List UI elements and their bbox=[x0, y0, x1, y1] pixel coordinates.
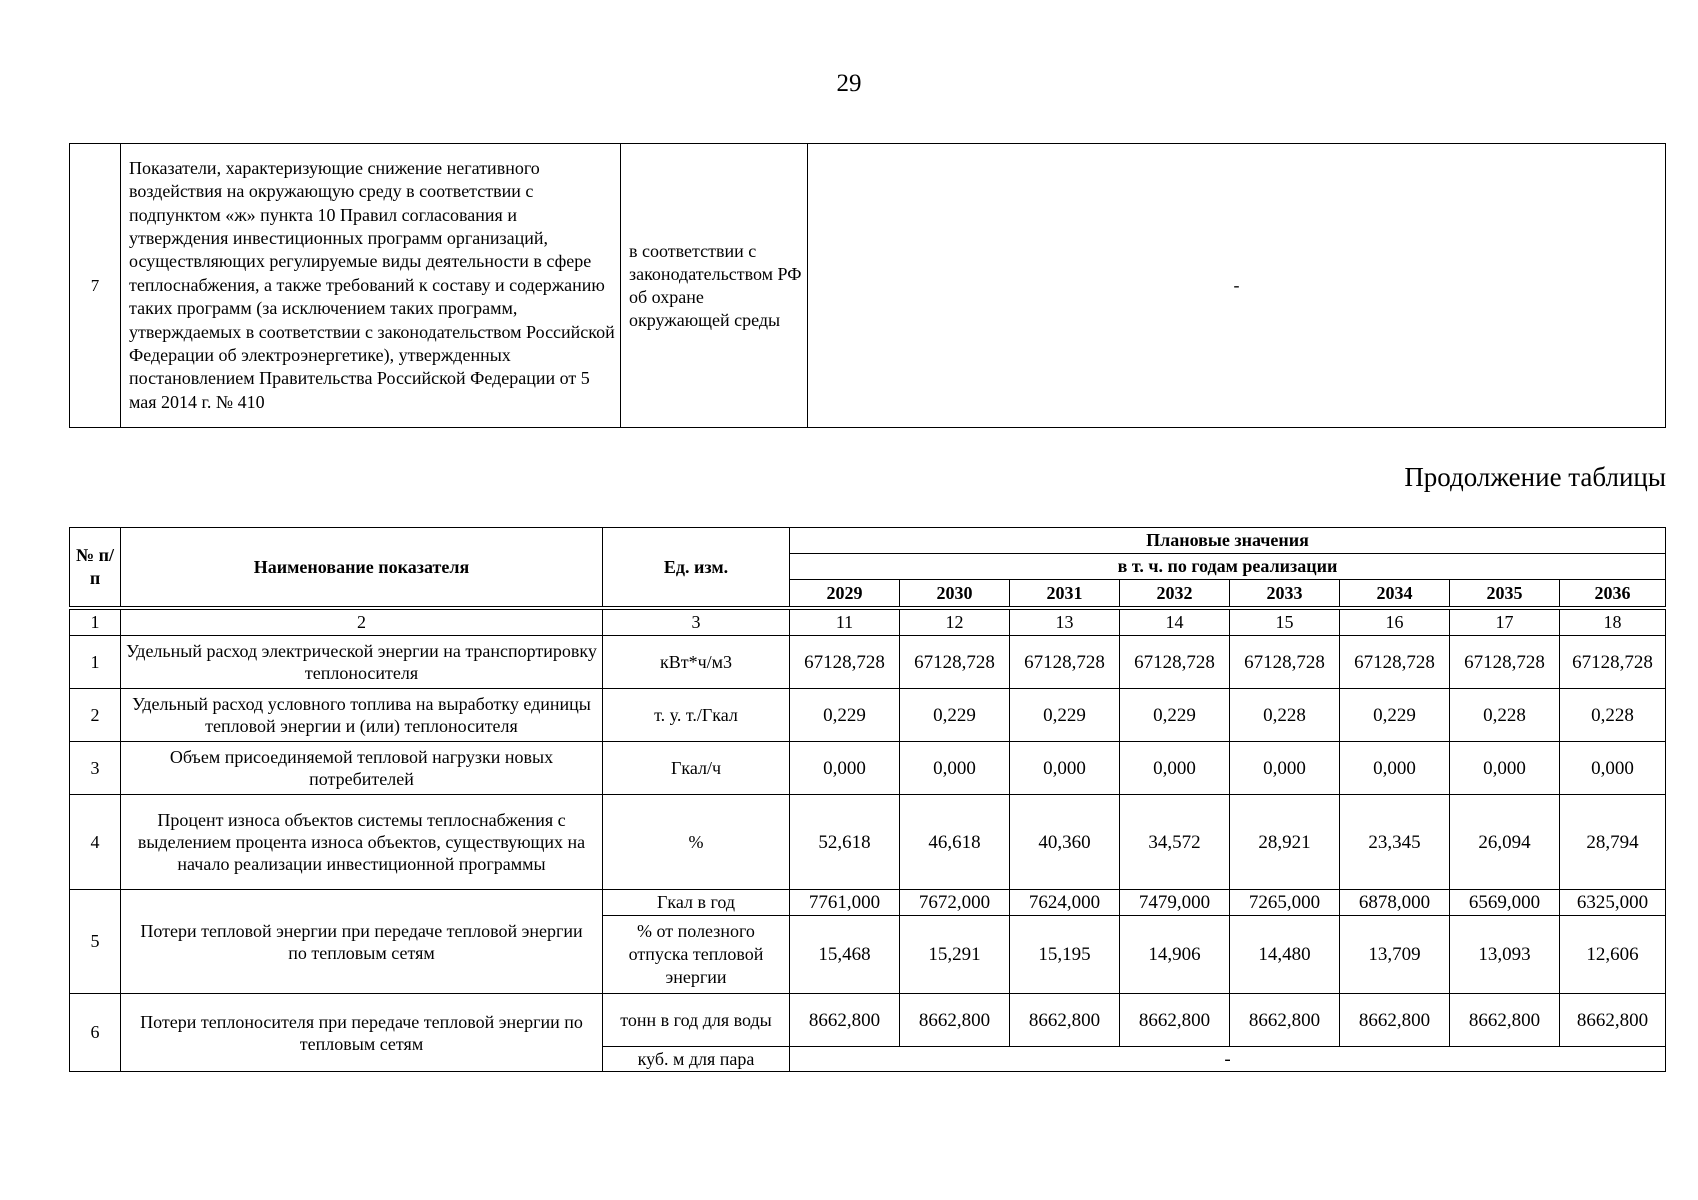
value-cell: 0,229 bbox=[1120, 689, 1230, 742]
continuation-label: Продолжение таблицы bbox=[1404, 462, 1666, 492]
value-cell: 0,229 bbox=[1010, 689, 1120, 742]
unit-cell: % bbox=[603, 795, 790, 890]
column-index: 12 bbox=[900, 610, 1010, 636]
value-cell: 26,094 bbox=[1450, 795, 1560, 890]
column-index: 14 bbox=[1120, 610, 1230, 636]
unit-cell: в соответствии с законодательством РФ об охране окружающей среды bbox=[621, 144, 808, 428]
value-cell: 15,195 bbox=[1010, 916, 1120, 994]
value-cell: 67128,728 bbox=[1450, 636, 1560, 689]
value-cell: 67128,728 bbox=[1010, 636, 1120, 689]
value-cell: 7761,000 bbox=[790, 890, 900, 916]
indicator-name: Удельный расход электрической энергии на транспортировку теплоносителя bbox=[121, 636, 603, 689]
value-cell: 8662,800 bbox=[900, 994, 1010, 1047]
value-cell: 28,794 bbox=[1560, 795, 1666, 890]
indicator-name: Потери теплоносителя при передаче тепловой энергии по тепловым сетям bbox=[121, 994, 603, 1072]
value-cell: 0,000 bbox=[1120, 742, 1230, 795]
header-unit: Ед. изм. bbox=[603, 528, 790, 607]
value-cell: 13,093 bbox=[1450, 916, 1560, 994]
table-row bbox=[70, 689, 1666, 742]
value-cell: 67128,728 bbox=[1230, 636, 1340, 689]
value-cell: 6569,000 bbox=[1450, 890, 1560, 916]
value-cell: 0,000 bbox=[1450, 742, 1560, 795]
indicator-name: Объем присоединяемой тепловой нагрузки новых потребителей bbox=[121, 742, 603, 795]
indicator-name: Процент износа объектов системы теплоснабжения с выделением процента износа объектов, существующих на начало реализации инвестиционной программы bbox=[121, 795, 603, 890]
value-cell: 0,229 bbox=[900, 689, 1010, 742]
row-number: 2 bbox=[70, 689, 121, 742]
table-row bbox=[70, 795, 1666, 890]
header-year: 2036 bbox=[1560, 580, 1666, 607]
value-cell: 8662,800 bbox=[790, 994, 900, 1047]
header-year: 2029 bbox=[790, 580, 900, 607]
row-number: 7 bbox=[70, 144, 121, 428]
value-cell: 12,606 bbox=[1560, 916, 1666, 994]
value-cell: 8662,800 bbox=[1230, 994, 1340, 1047]
header-year: 2031 bbox=[1010, 580, 1120, 607]
column-index: 15 bbox=[1230, 610, 1340, 636]
table-row bbox=[70, 742, 1666, 795]
value-cell: 7265,000 bbox=[1230, 890, 1340, 916]
header-year: 2034 bbox=[1340, 580, 1450, 607]
unit-cell: куб. м для пара bbox=[603, 1047, 790, 1072]
value-cell: 0,228 bbox=[1450, 689, 1560, 742]
value-cell: 7479,000 bbox=[1120, 890, 1230, 916]
column-index: 2 bbox=[121, 610, 603, 636]
value-cell: 34,572 bbox=[1120, 795, 1230, 890]
value-cell: 0,229 bbox=[1340, 689, 1450, 742]
column-index: 16 bbox=[1340, 610, 1450, 636]
value-cell: 0,228 bbox=[1230, 689, 1340, 742]
value-cell: 15,468 bbox=[790, 916, 900, 994]
value-cell: 67128,728 bbox=[1340, 636, 1450, 689]
value-cell: 23,345 bbox=[1340, 795, 1450, 890]
indicator-name-line: по тепловым сетям bbox=[288, 942, 435, 963]
value-cell: 67128,728 bbox=[1120, 636, 1230, 689]
header-planned: Плановые значения bbox=[790, 528, 1666, 554]
value-cell: 0,000 bbox=[1010, 742, 1120, 795]
row-number: 6 bbox=[70, 994, 121, 1072]
row-number: 5 bbox=[70, 890, 121, 994]
unit-cell: кВт*ч/м3 bbox=[603, 636, 790, 689]
column-index: 11 bbox=[790, 610, 900, 636]
page-number: 29 bbox=[836, 70, 862, 97]
value-cell: 7672,000 bbox=[900, 890, 1010, 916]
indicator-name: Показатели, характеризующие снижение негативного воздействия на окружающую среду в соответствии с подпунктом «ж» пункта 10 Правил согласования и утверждения инвестиционных программ организаций, осуществляющих регулируемые виды деятельности в сфере теплоснабжения, а также требований к составу и содержанию таких программ (за исключением таких программ, утверждаемых в соответствии с законодательством Российской Федерации об электроэнергетике), утвержденных постановлением Правительства Российской Федерации от 5 мая 2014 г. № 410 bbox=[121, 144, 621, 428]
value-cell: 15,291 bbox=[900, 916, 1010, 994]
value-cell: 14,480 bbox=[1230, 916, 1340, 994]
value-cell: 8662,800 bbox=[1120, 994, 1230, 1047]
value-cell: 67128,728 bbox=[900, 636, 1010, 689]
indicator-name-line: Потери тепловой энергии при передаче тепловой энергии bbox=[140, 920, 583, 941]
unit-cell: % от полезного отпуска тепловой энергии bbox=[603, 916, 790, 994]
column-index-row bbox=[70, 610, 1666, 636]
value-cell: 0,000 bbox=[900, 742, 1010, 795]
value-cell: 0,000 bbox=[1340, 742, 1450, 795]
unit-cell: Гкал/ч bbox=[603, 742, 790, 795]
value-cell: 0,000 bbox=[1560, 742, 1666, 795]
value-cell: 0,000 bbox=[1230, 742, 1340, 795]
value-cell: 6325,000 bbox=[1560, 890, 1666, 916]
table-row bbox=[70, 890, 1666, 916]
column-index: 13 bbox=[1010, 610, 1120, 636]
unit-cell: тонн в год для воды bbox=[603, 994, 790, 1047]
unit-cell: т. у. т./Гкал bbox=[603, 689, 790, 742]
header-year: 2030 bbox=[900, 580, 1010, 607]
value-cell: 0,229 bbox=[790, 689, 900, 742]
value-cell: 67128,728 bbox=[1560, 636, 1666, 689]
unit-cell: Гкал в год bbox=[603, 890, 790, 916]
table-row bbox=[70, 144, 1666, 428]
indicator-table-main bbox=[69, 527, 1666, 1072]
row-number: 4 bbox=[70, 795, 121, 890]
value-cell: - bbox=[790, 1047, 1666, 1072]
value-cell: 8662,800 bbox=[1450, 994, 1560, 1047]
value-cell: - bbox=[808, 144, 1666, 428]
column-index: 18 bbox=[1560, 610, 1666, 636]
value-cell: 13,709 bbox=[1340, 916, 1450, 994]
value-cell: 8662,800 bbox=[1560, 994, 1666, 1047]
value-cell: 46,618 bbox=[900, 795, 1010, 890]
value-cell: 8662,800 bbox=[1010, 994, 1120, 1047]
value-cell: 0,000 bbox=[790, 742, 900, 795]
header-by-years: в т. ч. по годам реализации bbox=[790, 554, 1666, 580]
row-number: 1 bbox=[70, 636, 121, 689]
column-index: 1 bbox=[70, 610, 121, 636]
indicator-name bbox=[121, 890, 603, 994]
value-cell: 67128,728 bbox=[790, 636, 900, 689]
value-cell: 6878,000 bbox=[1340, 890, 1450, 916]
table-row bbox=[70, 636, 1666, 689]
row-number: 3 bbox=[70, 742, 121, 795]
value-cell: 0,228 bbox=[1560, 689, 1666, 742]
column-index: 3 bbox=[603, 610, 790, 636]
header-num: № п/п bbox=[70, 528, 121, 607]
value-cell: 14,906 bbox=[1120, 916, 1230, 994]
header-year: 2035 bbox=[1450, 580, 1560, 607]
header-year: 2033 bbox=[1230, 580, 1340, 607]
header-year: 2032 bbox=[1120, 580, 1230, 607]
value-cell: 28,921 bbox=[1230, 795, 1340, 890]
value-cell: 7624,000 bbox=[1010, 890, 1120, 916]
value-cell: 52,618 bbox=[790, 795, 900, 890]
table-row bbox=[70, 994, 1666, 1047]
header-name: Наименование показателя bbox=[121, 528, 603, 607]
column-index: 17 bbox=[1450, 610, 1560, 636]
value-cell: 40,360 bbox=[1010, 795, 1120, 890]
indicator-name: Удельный расход условного топлива на выработку единицы тепловой энергии и (или) теплоносителя bbox=[121, 689, 603, 742]
indicator-table-top bbox=[69, 143, 1666, 428]
value-cell: 8662,800 bbox=[1340, 994, 1450, 1047]
